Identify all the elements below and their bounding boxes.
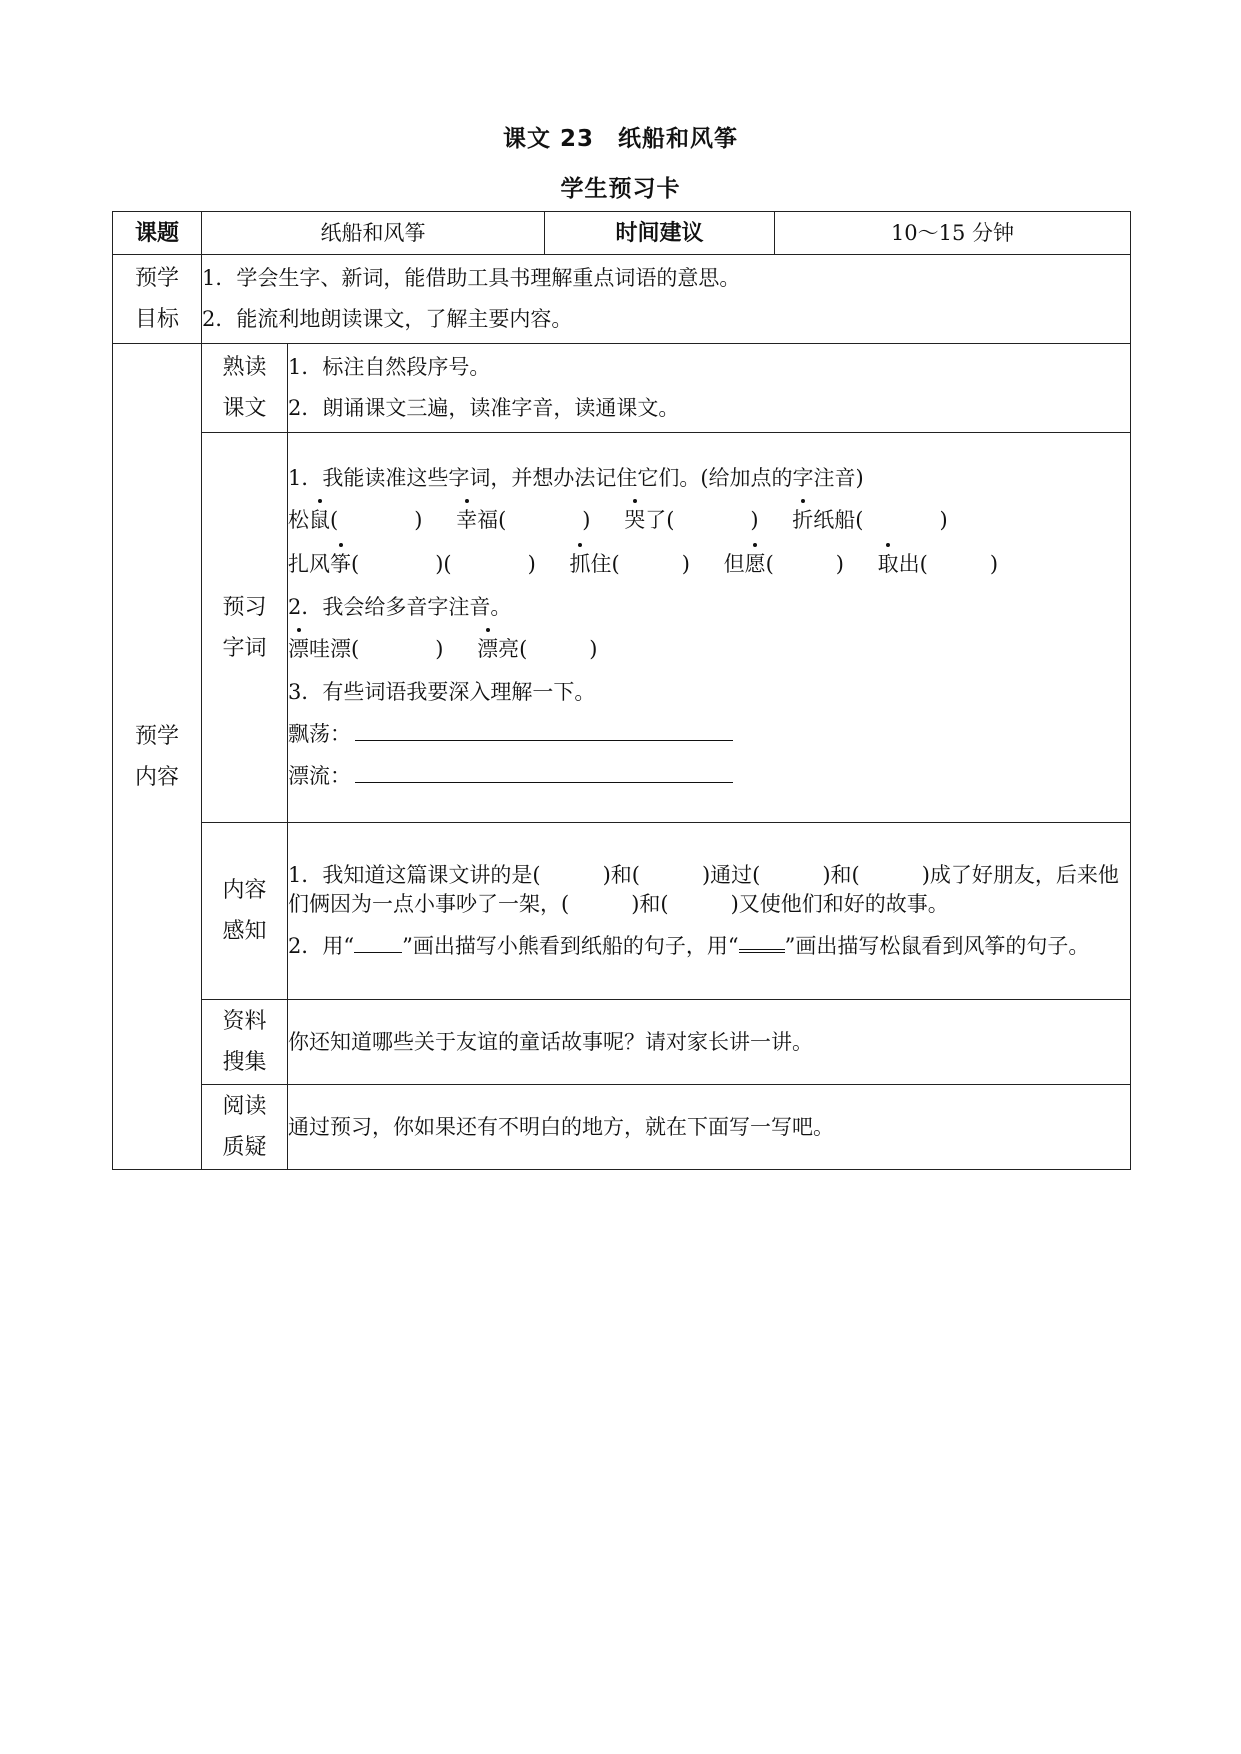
word-item: 幸福( ) xyxy=(456,508,590,532)
questions-label xyxy=(202,1085,288,1170)
time-value: 10～15 分钟 xyxy=(775,212,1131,255)
content-label-text: 预学内容 xyxy=(134,723,179,790)
perception-content xyxy=(288,823,1131,1000)
goal-item-1: 1．学会生字、新词，能借助工具书理解重点词语的意思。 xyxy=(202,266,741,290)
goal-item-2: 2．能流利地朗读课文，了解主要内容。 xyxy=(202,307,573,331)
term-line-2: 漂流： xyxy=(288,760,1130,792)
dot-char: 筝 xyxy=(330,546,351,582)
reading-content xyxy=(288,344,1131,433)
perception-q2: 2．用“ ”画出描写小熊看到纸船的句子，用“ ”画出描写松鼠看到风筝的句子。 xyxy=(288,929,1130,961)
research-label-text: 资料搜集 xyxy=(222,1009,267,1075)
double-line-mark xyxy=(739,929,785,953)
word-item: 松鼠( ) xyxy=(288,508,422,532)
word-item: 扎风筝( )( ) xyxy=(288,552,536,576)
header-row xyxy=(113,212,1131,255)
poly-row xyxy=(288,631,1130,667)
reading-label xyxy=(202,344,288,433)
word-row-1 xyxy=(288,502,1130,538)
research-content: 你还知道哪些关于友谊的童话故事呢？请对家长讲一讲。 xyxy=(288,1000,1131,1085)
questions-content: 通过预习，你如果还有不明白的地方，就在下面写一写吧。 xyxy=(288,1085,1131,1170)
perception-row xyxy=(113,823,1131,1000)
words-content xyxy=(288,433,1131,823)
label-time: 时间建议 xyxy=(545,212,775,255)
perception-label xyxy=(202,823,288,1000)
words-q1: 1．我能读准这些字词，并想办法记住它们。(给加点的字注音) xyxy=(288,466,864,490)
straight-line-mark xyxy=(354,932,402,953)
answer-line[interactable] xyxy=(355,718,733,741)
words-label xyxy=(202,433,288,823)
goals-label-text: 预学目标 xyxy=(134,266,179,332)
dot-char: 愿 xyxy=(745,546,766,582)
words-q3: 3．有些词语我要深入理解一下。 xyxy=(288,680,596,704)
dot-char: 鼠 xyxy=(309,502,330,538)
word-item: 折纸船( ) xyxy=(792,508,947,532)
dot-char: 幸 xyxy=(456,502,477,538)
reading-item-1: 1．标注自然段序号。 xyxy=(288,355,491,379)
perception-label-text: 内容感知 xyxy=(222,878,267,944)
questions-row xyxy=(113,1085,1131,1170)
dot-char: 取 xyxy=(878,546,899,582)
term-line-1: 飘荡： xyxy=(288,718,1130,750)
research-label xyxy=(202,1000,288,1085)
goals-label xyxy=(113,255,202,344)
words-q2: 2．我会给多音字注音。 xyxy=(288,595,512,619)
reading-item-2: 2．朗诵课文三遍，读准字音，读通课文。 xyxy=(288,396,680,420)
word-item: 抓住( ) xyxy=(569,552,689,576)
topic-value: 纸船和风筝 xyxy=(202,212,545,255)
page-title: 课文 23 纸船和风筝 xyxy=(502,126,738,152)
word-item: 漂亮( ) xyxy=(477,637,597,661)
dot-char: 抓 xyxy=(569,546,590,582)
word-item: 哭了( ) xyxy=(624,508,758,532)
preview-card-table xyxy=(112,211,1131,1170)
questions-label-text: 阅读质疑 xyxy=(222,1094,267,1160)
word-item: 但愿( ) xyxy=(724,552,844,576)
research-row xyxy=(113,1000,1131,1085)
dot-char: 漂 xyxy=(477,631,498,667)
word-item: 取出( ) xyxy=(878,552,998,576)
word-item: 漂哇漂( ) xyxy=(288,637,443,661)
word-row-2 xyxy=(288,546,1130,582)
reading-row xyxy=(113,344,1131,433)
goals-row xyxy=(113,255,1131,344)
words-row xyxy=(113,433,1131,823)
dot-char: 漂 xyxy=(288,631,309,667)
answer-line[interactable] xyxy=(355,760,733,783)
page-subtitle: 学生预习卡 xyxy=(560,176,681,202)
perception-q1: 1．我知道这篇课文讲的是( )和( )通过( )和( )成了好朋友，后来他们俩因为一点小事吵了一架，( )和( )又使他们和好的故事。 xyxy=(288,863,1119,916)
words-label-text: 预习字词 xyxy=(222,594,267,661)
reading-label-text: 熟读课文 xyxy=(222,355,267,421)
dot-char: 哭 xyxy=(624,502,645,538)
goals-content xyxy=(202,255,1131,344)
label-topic: 课题 xyxy=(113,212,202,255)
content-label xyxy=(113,344,202,1170)
dot-char: 折 xyxy=(792,502,813,538)
